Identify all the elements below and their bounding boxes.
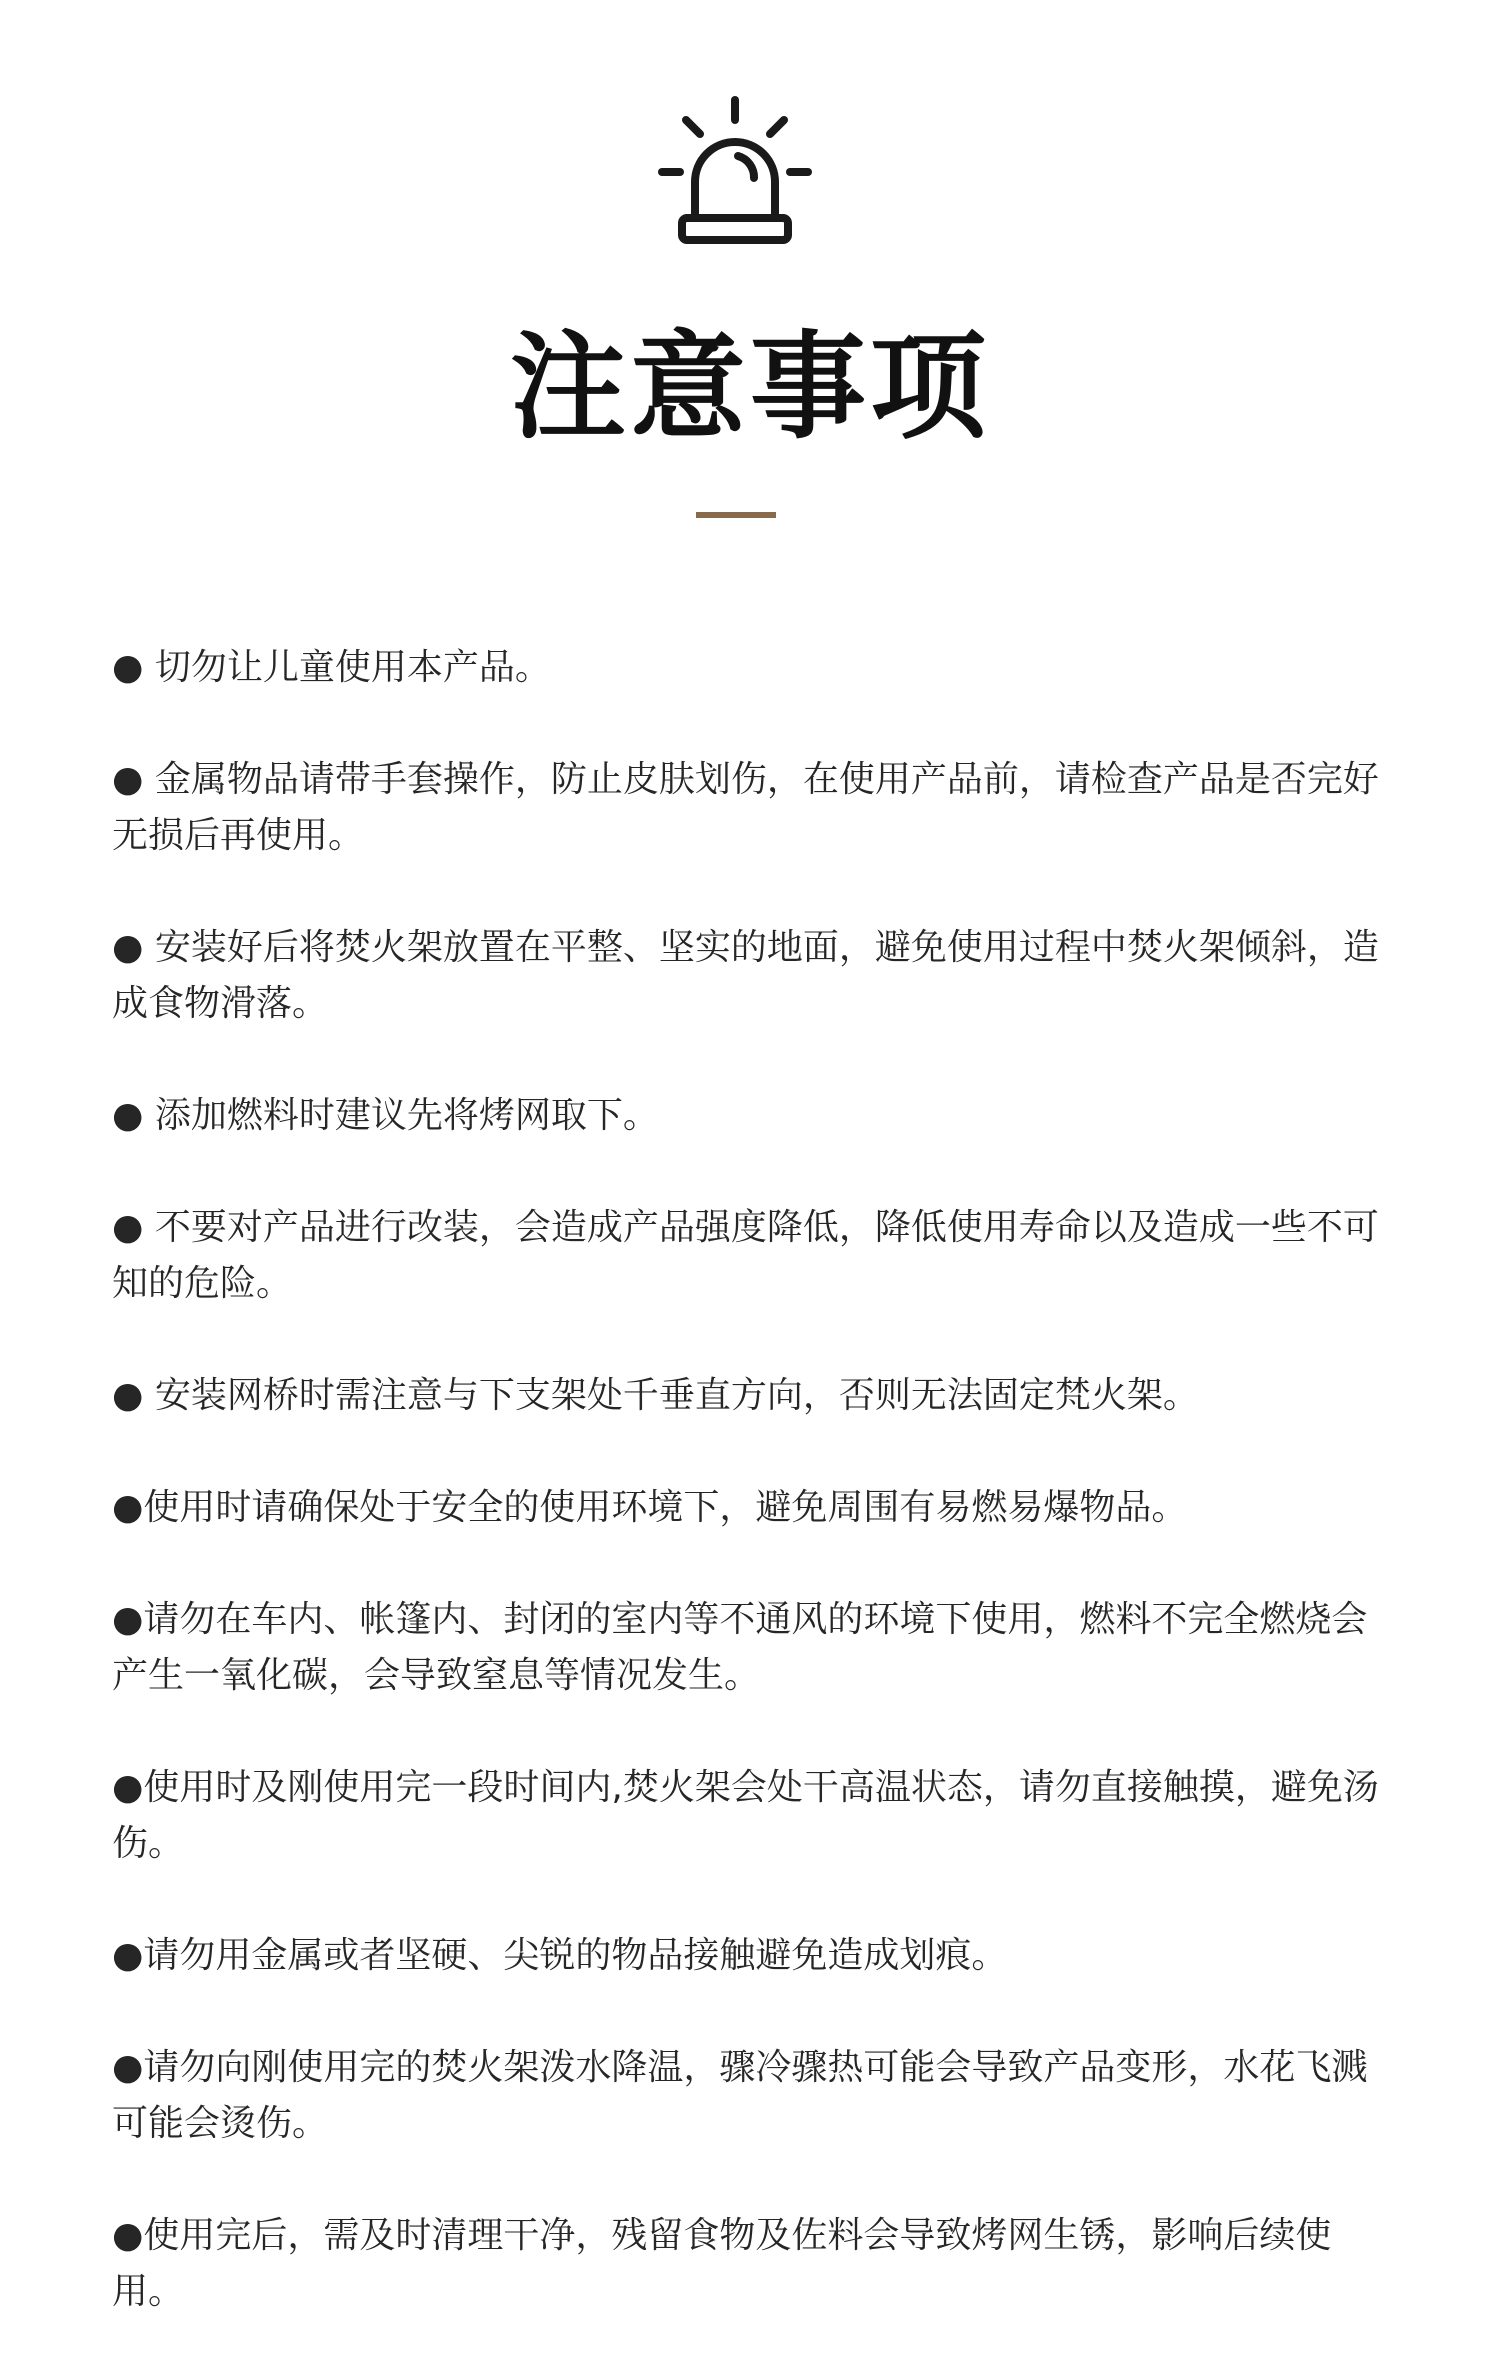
notice-item: ●使用时及刚使用完一段时间内,焚火架会处干高温状态，请勿直接触摸，避免汤伤。 xyxy=(112,1767,1379,1864)
notice-item: ●请勿向刚使用完的焚火架泼水降温，骤冷骤热可能会导致产品变形，水花飞溅可能会烫伤。 xyxy=(112,2047,1368,2144)
notice-item: ● 不要对产品进行改装，会造成产品强度降低，降低使用寿命以及造成一些不可知的危险。 xyxy=(112,1207,1379,1304)
notice-item: ●使用完后，需及时清理干净，残留食物及佐料会导致烤网生锈，影响后续使用。 xyxy=(112,2215,1332,2312)
notice-item: ●请勿在车内、帐篷内、封闭的室内等不通风的环境下使用，燃料不完全燃烧会产生一氧化碳，会导致窒息等情况发生。 xyxy=(112,1599,1368,1696)
notice-item: ● 安装网桥时需注意与下支架处千垂直方向，否则无法固定梵火架。 xyxy=(112,1375,1199,1416)
alarm-siren-icon xyxy=(650,90,820,250)
header xyxy=(0,0,1500,560)
notice-item: ● 添加燃料时建议先将烤网取下。 xyxy=(112,1095,659,1136)
notice-list xyxy=(112,640,1392,2376)
notice-item: ●使用时请确保处于安全的使用环境下，避免周围有易燃易爆物品。 xyxy=(112,1487,1188,1528)
notice-item: ● 切勿让儿童使用本产品。 xyxy=(112,647,551,688)
notice-item: ● 安装好后将焚火架放置在平整、坚实的地面，避免使用过程中焚火架倾斜，造成食物滑落。 xyxy=(112,927,1379,1024)
page-title: 注意事项 xyxy=(510,320,990,455)
notice-item: ●请勿用金属或者坚硬、尖锐的物品接触避免造成划痕。 xyxy=(112,1935,1008,1976)
title-divider xyxy=(696,512,776,518)
notice-item: ● 金属物品请带手套操作，防止皮肤划伤，在使用产品前，请检查产品是否完好无损后再使用。 xyxy=(112,759,1379,856)
